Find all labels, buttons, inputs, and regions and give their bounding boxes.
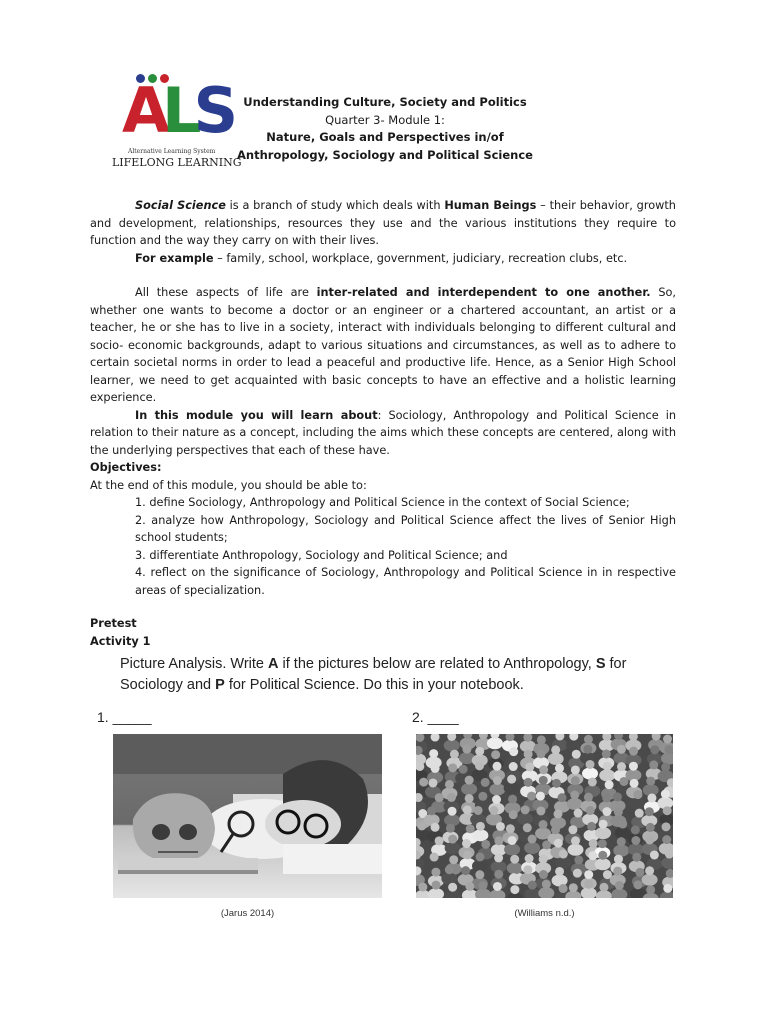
quarter-label: Quarter 3- Module 1: [325,112,445,127]
objectives-list [135,494,676,599]
picture-1-caption: (Jarus 2014) [220,908,275,919]
picture-crowd [416,734,673,898]
als-logo [106,66,242,174]
picture-2-caption: (Williams n.d.) [514,908,575,919]
module-title-line1: Nature, Goals and Perspectives in/of [266,130,504,144]
pretest-heading: Pretest [90,617,137,630]
objectives-heading: Objectives: [90,461,162,474]
aspects-paragraph: All these aspects of life are inter-related and interdependent to one another. So, whether one wants to become a doctor or an engineer or a chartered accountant, an artist or a teacher, he or she has to live in a society, interact with individuals belonging to different cultural and socio- economic backgrounds, adapt to various situations and circumstances, as well as to adhere to certain societal norms in order to lead a peaceful and productive life. Hence, as a Senior High School learner, we need to get acquainted with basic concepts to have an effective and a holistic learning experience. In this module you will learn about: Sociology, Anthropology and Political Science in relation to their nature as a concept, including the aims which these concepts are centered, along with the underlying perspectives that each of these have. [90,284,676,459]
intro-paragraph: Social Science is a branch of study which deals with Human Beings – their behavior, growth and development, relationships, resources they use and the various institutions they require to function and the way they carry on with their lives. For example – family, school, workplace, government, judiciary, recreation clubs, etc. [90,197,676,267]
objective-item: 3. differentiate Anthropology, Sociology and Political Science; and [135,548,508,562]
objective-item: 2. analyze how Anthropology, Sociology and Political Science affect the lives of Senior High school students; [135,513,676,544]
picture-skull-examination [113,734,382,898]
objective-item: 1. define Sociology, Anthropology and Political Science in the context of Social Science; [135,496,630,509]
module-learn-paragraph: In this module you will learn about: Sociology, Anthropology and Political Science in relation to their nature as a concept, including the aims which these concepts are centered, along with the underlying perspectives that each of these have. [90,408,677,457]
picture-1-label: 1. _____ [97,709,152,725]
picture-2-label: 2. ____ [412,709,459,725]
example-line: For example – family, school, workplace, government, judiciary, recreation clubs, etc. [135,251,628,265]
logo-letters: ALS [122,74,231,147]
activity-instruction: Picture Analysis. Write A if the pictures below are related to Anthropology, S for Sociology and P for Political Science. Do this in your notebook. [120,656,627,693]
pretest-block [90,615,676,650]
logo-small-text: Alternative Learning System [128,148,216,155]
module-header [230,94,540,164]
activity-heading: Activity 1 [90,634,151,648]
logo-tagline: LIFELONG LEARNING [112,156,242,169]
objectives-intro: At the end of this module, you should be able to: [90,478,367,492]
module-title-line2: Anthropology, Sociology and Political Science [237,147,533,162]
course-title: Understanding Culture, Society and Politics [243,95,527,109]
term-social-science: Social Science [135,199,226,212]
objectives-heading-block [90,459,676,494]
objective-item: 4. reflect on the significance of Sociology, Anthropology and Political Science in in respective areas of specialization. [135,566,676,597]
